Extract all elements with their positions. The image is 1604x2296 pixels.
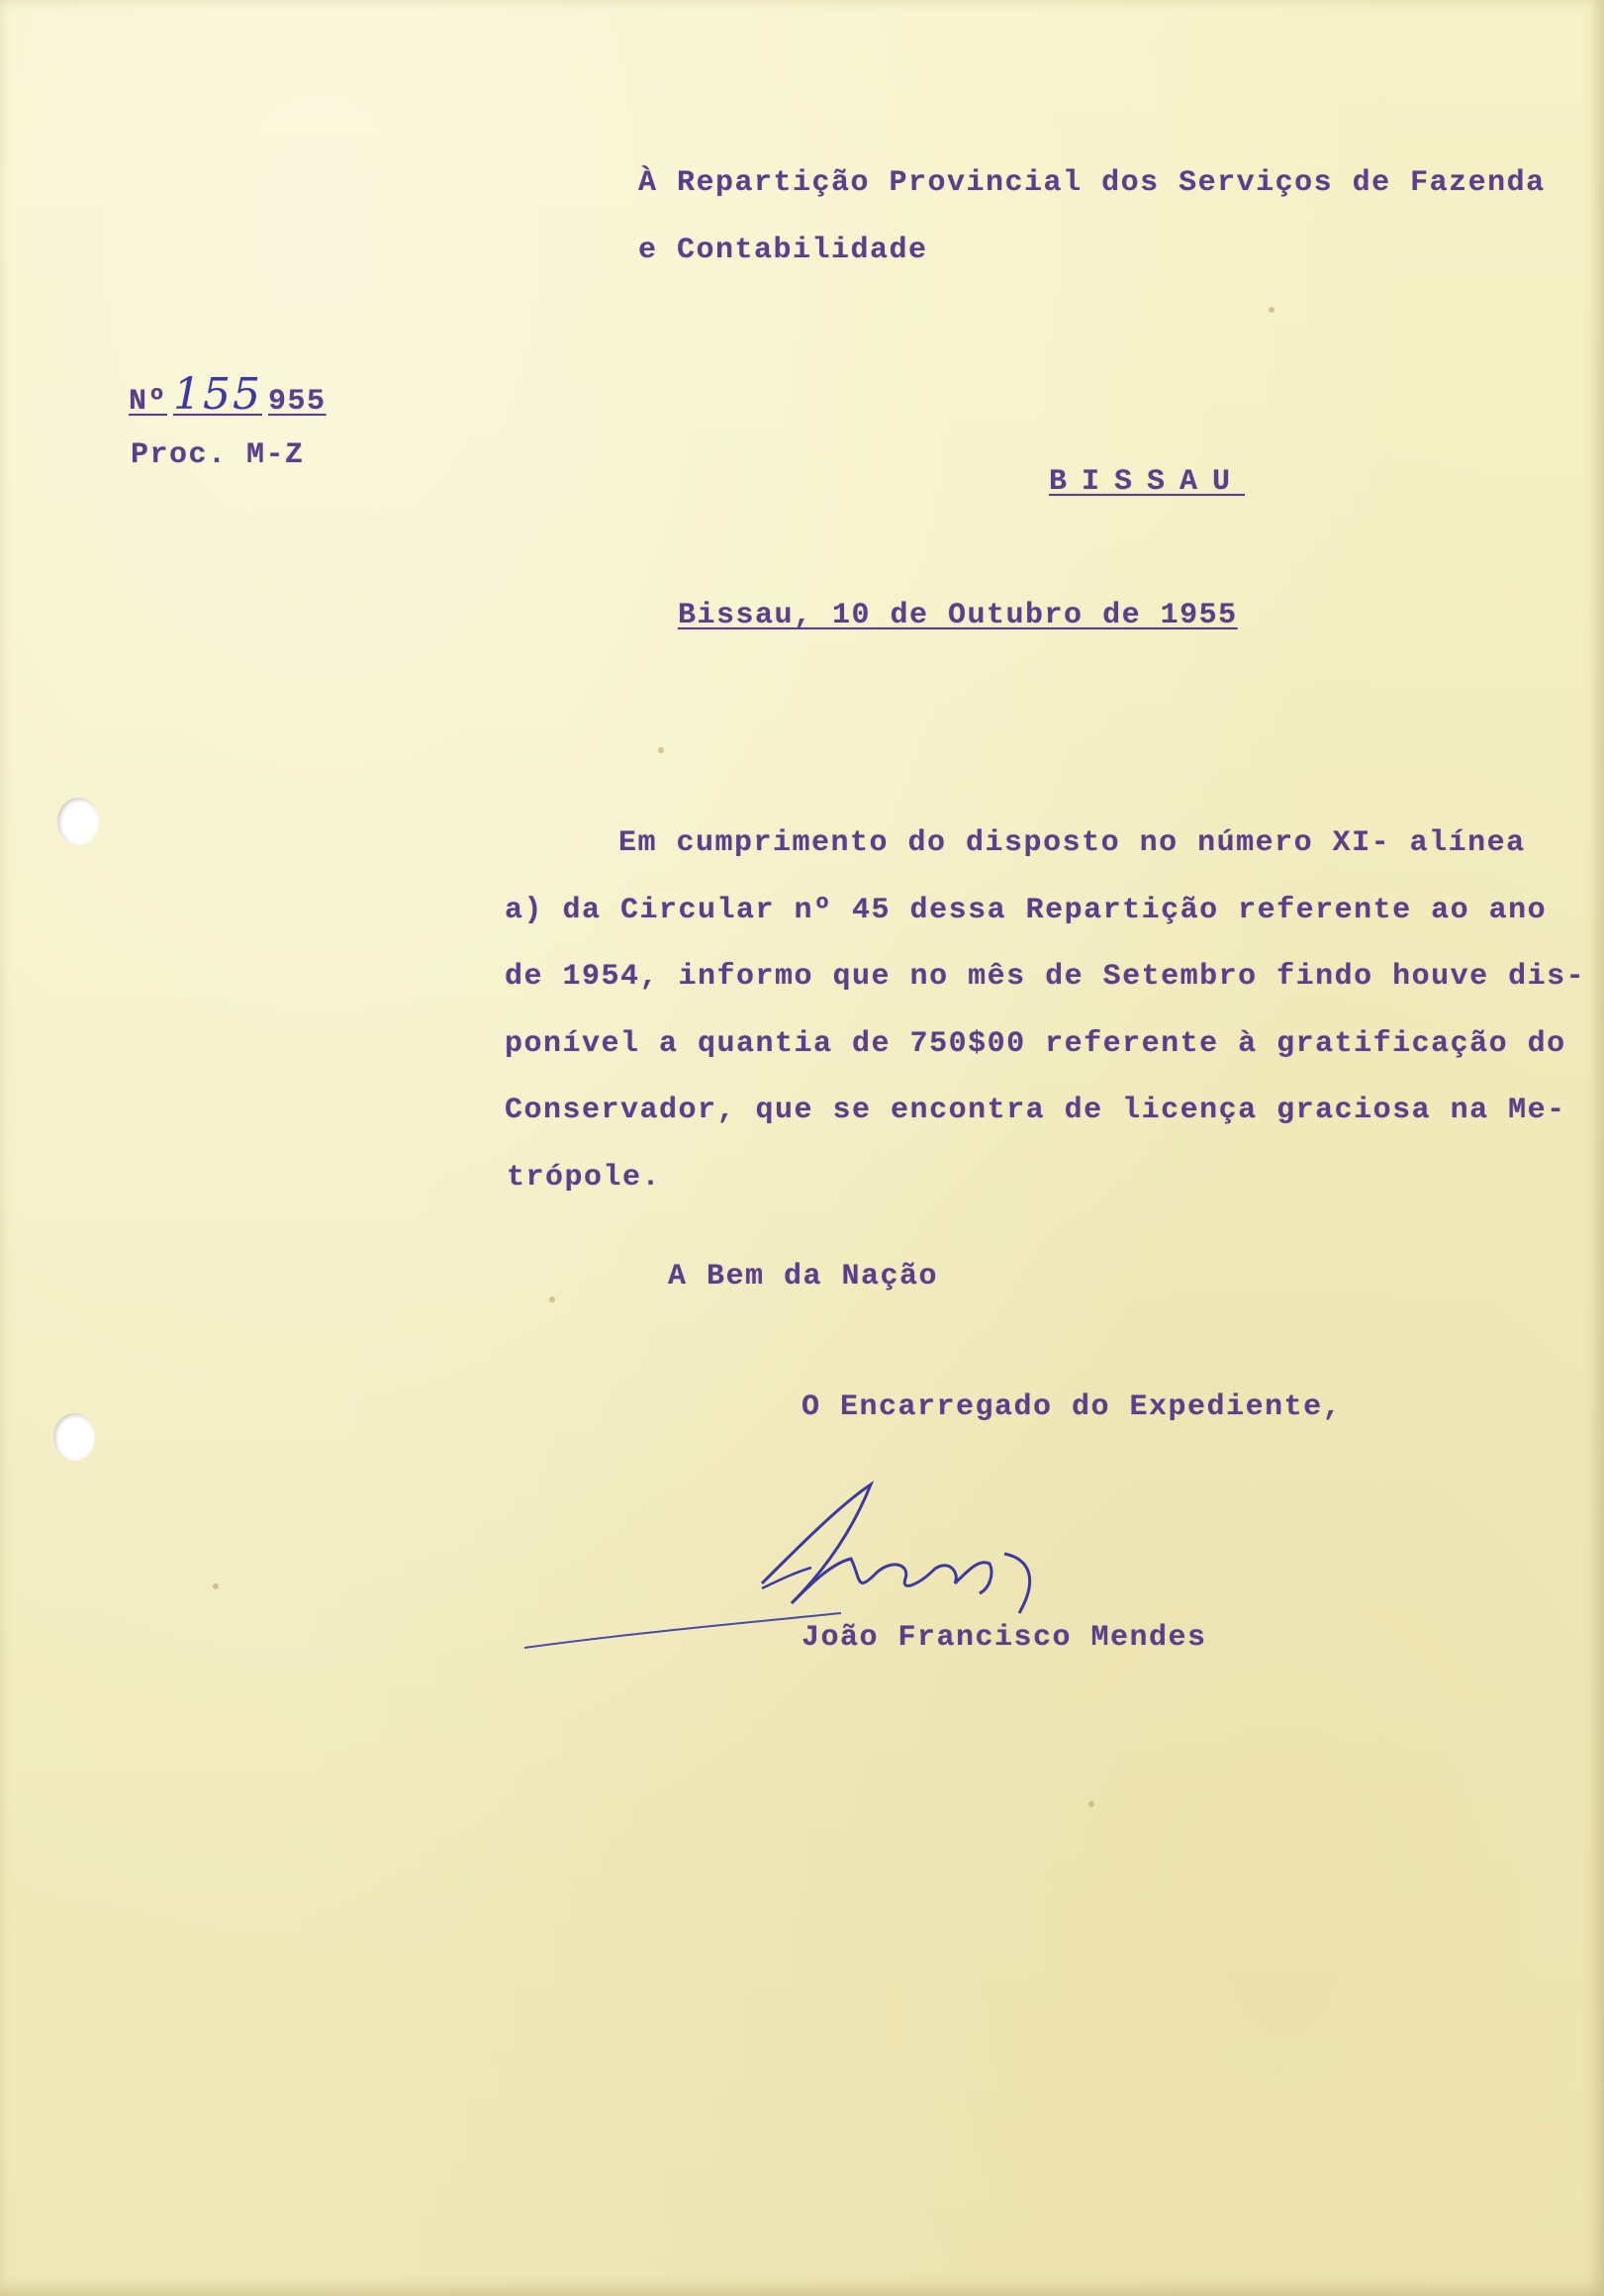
body-line-4: ponível a quantia de 750$00 referente à gratificação do [505,1027,1566,1061]
paper-speck [1269,307,1274,313]
body-line-5: Conservador, que se encontra de licença graciosa na Me- [505,1094,1566,1127]
reference-year: 955 [268,385,327,419]
body-line-6: trópole. [507,1161,662,1195]
paper-speck [658,747,664,753]
closing-phrase: A Bem da Nação [668,1260,939,1293]
body-line-3: de 1954, informo que no mês de Setembro findo houve dis- [505,960,1586,994]
process-code: Proc. M-Z [131,438,305,472]
punch-hole-bottom [53,1413,95,1461]
signatory-name: João Francisco Mendes [802,1621,1207,1655]
punch-hole-top [57,798,99,845]
paper-speck [549,1296,555,1302]
addressee-line-2: e Contabilidade [638,234,928,267]
addressee-line-1: À Repartição Provincial dos Serviços de Fazenda [638,166,1546,200]
reference-handwritten-number: 155 [173,369,262,420]
signatory-title: O Encarregado do Expediente, [802,1390,1343,1424]
paper-speck [213,1583,219,1589]
city-heading: BISSAU [1049,465,1246,499]
reference-number [129,369,327,420]
reference-prefix: Nº [129,385,168,419]
date-line: Bissau, 10 de Outubro de 1955 [678,599,1238,632]
body-line-1: Em cumprimento do disposto no número XI- alínea [618,826,1526,860]
body-line-2: a) da Circular nº 45 dessa Repartição referente ao ano [505,894,1548,927]
paper-speck [1088,1801,1094,1807]
